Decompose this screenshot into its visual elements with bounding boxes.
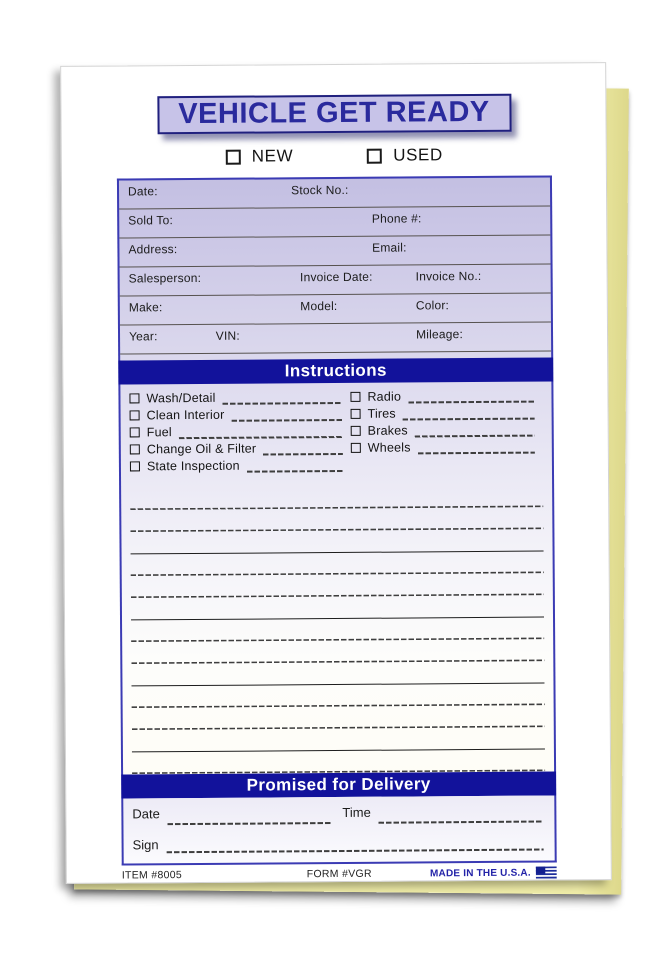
checklist-left-column bbox=[129, 390, 351, 477]
delivery-sign-row bbox=[124, 834, 555, 863]
wash-detail-checkbox[interactable] bbox=[129, 393, 139, 403]
info-box bbox=[117, 175, 553, 360]
instructions-checklist bbox=[120, 381, 552, 479]
wheels-write-line bbox=[418, 452, 535, 454]
color-field-label: Color: bbox=[415, 298, 450, 313]
wheels-label: Wheels bbox=[367, 440, 411, 455]
ruled-line bbox=[131, 596, 544, 621]
fuel-write-line bbox=[179, 436, 343, 439]
checklist-right-column bbox=[350, 389, 543, 475]
delivery-sign-write-line bbox=[167, 849, 544, 853]
info-row-soldto-phone bbox=[119, 206, 550, 238]
wash-detail-write-line bbox=[223, 402, 343, 404]
ruled-line bbox=[130, 508, 543, 533]
form-title: VEHICLE GET READY bbox=[157, 94, 511, 134]
clean-interior-write-line bbox=[231, 419, 342, 421]
stock-no-field-label: Stock No.: bbox=[291, 182, 349, 198]
clean-interior-label: Clean Interior bbox=[146, 407, 225, 423]
ruled-lines bbox=[121, 476, 554, 774]
item-number: ITEM #8005 bbox=[121, 869, 183, 882]
change-oil-label: Change Oil & Filter bbox=[146, 441, 257, 457]
brakes-checkbox[interactable] bbox=[351, 426, 361, 436]
wash-detail-label: Wash/Detail bbox=[146, 390, 216, 406]
us-flag-icon bbox=[536, 866, 557, 878]
phone-field-label: Phone #: bbox=[371, 211, 422, 226]
check-item-tires bbox=[350, 406, 542, 424]
clean-interior-checkbox[interactable] bbox=[130, 410, 140, 420]
invoice-no-field-label: Invoice No.: bbox=[415, 268, 482, 284]
delivery-date-write-line bbox=[168, 822, 333, 825]
brakes-write-line bbox=[415, 435, 535, 437]
address-field-label: Address: bbox=[128, 242, 178, 257]
brakes-label: Brakes bbox=[367, 423, 408, 438]
check-item-brakes bbox=[351, 423, 543, 441]
delivery-time-write-line bbox=[379, 821, 544, 824]
date-field-label: Date: bbox=[127, 184, 158, 199]
promised-delivery-header: Promised for Delivery bbox=[121, 771, 556, 798]
ruled-line bbox=[130, 530, 543, 555]
check-item-wheels bbox=[351, 440, 543, 458]
info-row-date-stock bbox=[119, 177, 550, 209]
condition-row bbox=[117, 144, 552, 167]
check-item-clean-interior bbox=[130, 407, 351, 426]
new-checkbox[interactable] bbox=[226, 149, 241, 164]
check-item-change-oil bbox=[130, 441, 351, 460]
made-in-usa-label: MADE IN THE U.S.A. bbox=[429, 867, 531, 879]
delivery-date-time-row bbox=[123, 795, 554, 829]
email-field-label: Email: bbox=[372, 240, 407, 255]
ruled-line bbox=[131, 684, 544, 709]
tires-label: Tires bbox=[367, 406, 396, 421]
fuel-checkbox[interactable] bbox=[130, 427, 140, 437]
salesperson-field-label: Salesperson: bbox=[128, 270, 202, 286]
delivery-date-label: Date bbox=[132, 806, 160, 822]
check-item-state-inspection bbox=[130, 458, 351, 477]
used-label: USED bbox=[393, 145, 443, 165]
new-option bbox=[226, 146, 294, 166]
state-inspection-checkbox[interactable] bbox=[130, 461, 140, 471]
mileage-field-label: Mileage: bbox=[416, 327, 464, 342]
tires-checkbox[interactable] bbox=[351, 409, 361, 419]
tires-write-line bbox=[403, 418, 535, 421]
vin-field-label: VIN: bbox=[215, 328, 240, 343]
radio-write-line bbox=[408, 401, 534, 403]
check-item-radio bbox=[350, 389, 542, 407]
used-checkbox[interactable] bbox=[367, 148, 382, 163]
ruled-line bbox=[131, 618, 544, 643]
model-field-label: Model: bbox=[300, 298, 338, 314]
sold-to-field-label: Sold To: bbox=[128, 213, 174, 228]
info-row-year-vin-mileage bbox=[120, 322, 551, 354]
info-row-make-model-color bbox=[120, 293, 551, 325]
instructions-header: Instructions bbox=[118, 357, 553, 384]
delivery-box bbox=[121, 795, 556, 865]
form-column bbox=[116, 63, 557, 881]
ruled-line bbox=[132, 706, 545, 731]
info-row-salesperson-invoice bbox=[120, 264, 551, 296]
radio-label: Radio bbox=[367, 389, 402, 404]
change-oil-checkbox[interactable] bbox=[130, 444, 140, 454]
check-item-wash-detail bbox=[129, 390, 350, 409]
made-in-usa bbox=[413, 866, 557, 879]
state-inspection-write-line bbox=[247, 470, 343, 472]
year-field-label: Year: bbox=[128, 329, 158, 344]
used-option bbox=[367, 145, 443, 166]
info-row-address-email bbox=[119, 235, 550, 267]
radio-checkbox[interactable] bbox=[350, 392, 360, 402]
form-stack bbox=[117, 175, 557, 865]
ruled-line bbox=[132, 750, 545, 775]
form-sheet bbox=[60, 62, 612, 884]
check-item-fuel bbox=[130, 424, 351, 443]
ruled-line bbox=[131, 640, 544, 665]
ruled-line bbox=[132, 728, 545, 753]
ruled-line bbox=[131, 574, 544, 599]
form-footer bbox=[122, 866, 557, 881]
fuel-label: Fuel bbox=[146, 425, 172, 440]
ruled-line bbox=[130, 486, 543, 511]
form-number: FORM #VGR bbox=[306, 867, 372, 881]
delivery-time-label: Time bbox=[342, 804, 371, 820]
change-oil-write-line bbox=[263, 453, 343, 455]
instructions-box bbox=[118, 381, 556, 774]
make-field-label: Make: bbox=[128, 300, 163, 315]
ruled-line bbox=[131, 662, 544, 687]
state-inspection-label: State Inspection bbox=[146, 458, 240, 474]
wheels-checkbox[interactable] bbox=[351, 443, 361, 453]
invoice-date-field-label: Invoice Date: bbox=[299, 269, 373, 285]
new-label: NEW bbox=[251, 146, 294, 166]
ruled-line bbox=[131, 552, 544, 577]
delivery-sign-label: Sign bbox=[132, 837, 159, 853]
